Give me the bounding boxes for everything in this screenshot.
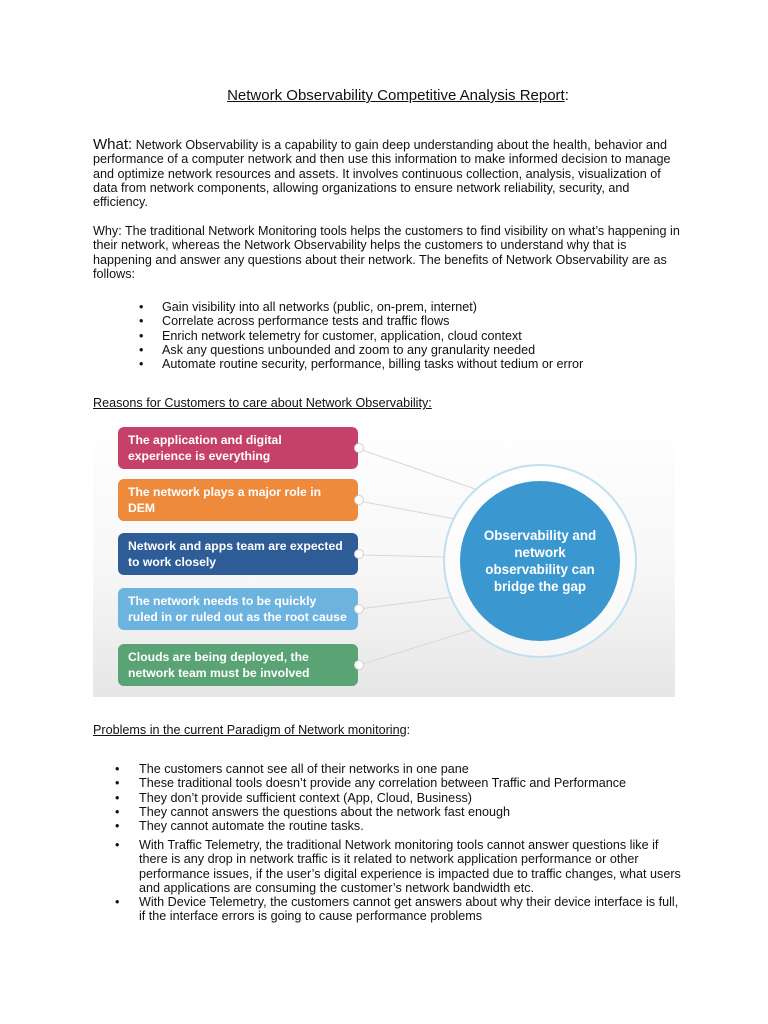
list-item: • With Traffic Telemetry, the traditional Network monitoring tools cannot answer questions like if there is any drop in network traffic is it related to network application performance or other performance issues, if the user’s digital experience is impacted due to traffic changes, what users and applications are consuming the customer’s network bandwidth etc. — [93, 838, 683, 895]
list-item: • Correlate across performance tests and traffic flows — [93, 314, 683, 328]
list-item: • They cannot answers the questions about the network fast enough — [93, 805, 683, 819]
why-paragraph — [93, 224, 683, 281]
connector-dot — [354, 495, 364, 505]
list-item: • They cannot automate the routine tasks. — [93, 819, 683, 833]
why-text: Why: The traditional Network Monitoring tools helps the customers to find visibility on what’s happening in their network, whereas the Network Observability helps the customers to understand why that is happening and answer any questions about their network. The benefits of Network Observability are as follows: — [93, 224, 680, 281]
center-circle — [460, 481, 620, 641]
problems-heading — [93, 723, 410, 737]
problems-heading-text: Problems in the current Paradigm of Network monitoring — [93, 723, 407, 737]
what-text: Network Observability is a capability to gain deep understanding about the health, behavior and performance of a computer network and then use this information to make informed decision to manage and optimize network resources and assets. It involves continuous collection, analysis, visualization of data from network components, allowing organizations to ensure network reliability, security, and efficiency. — [93, 138, 671, 210]
telemetry-list — [93, 838, 683, 924]
benefits-list — [93, 300, 683, 371]
reason-pill-4 — [118, 588, 358, 630]
page-title — [0, 87, 768, 104]
connector-dot — [354, 660, 364, 670]
list-item: • They don’t provide sufficient context (App, Cloud, Business) — [93, 791, 683, 805]
what-paragraph — [93, 138, 683, 209]
list-item: • These traditional tools doesn’t provide any correlation between Traffic and Performance — [93, 776, 683, 790]
title-suffix: : — [564, 87, 569, 104]
what-lead: What: — [93, 136, 133, 153]
problems-heading-suffix: : — [406, 723, 411, 737]
reason-text-4: The network needs to be quickly ruled in or ruled out as the root cause — [128, 594, 347, 624]
connector-dot — [354, 443, 364, 453]
title-text: Network Observability Competitive Analysis Report — [227, 87, 565, 104]
reason-text-2: The network plays a major role in DEM — [128, 485, 322, 515]
list-item: • The customers cannot see all of their networks in one pane — [93, 762, 683, 776]
list-item: • With Device Telemetry, the customers cannot get answers about why their device interface is full, if the interface errors is going to cause performance problems — [93, 895, 683, 924]
reason-text-5: Clouds are being deployed, the network team must be involved — [128, 650, 310, 680]
problems-list — [93, 762, 683, 833]
center-text: Observability and network observability can bridge the gap — [483, 528, 597, 594]
reason-pill-5 — [118, 644, 358, 686]
reason-pill-3 — [118, 533, 358, 575]
reason-pill-2 — [118, 479, 358, 521]
connector-dot — [354, 549, 364, 559]
connector-dot — [354, 604, 364, 614]
reason-text-3: Network and apps team are expected to work closely — [128, 539, 343, 569]
reason-pill-1 — [118, 427, 358, 469]
list-item: • Gain visibility into all networks (public, on-prem, internet) — [93, 300, 683, 314]
list-item: • Enrich network telemetry for customer, application, cloud context — [93, 329, 683, 343]
reasons-infographic — [93, 417, 675, 697]
reasons-heading: Reasons for Customers to care about Network Observability: — [93, 396, 432, 410]
list-item: • Automate routine security, performance, billing tasks without tedium or error — [93, 357, 683, 371]
reason-text-1: The application and digital experience is everything — [128, 433, 282, 463]
list-item: • Ask any questions unbounded and zoom to any granularity needed — [93, 343, 683, 357]
